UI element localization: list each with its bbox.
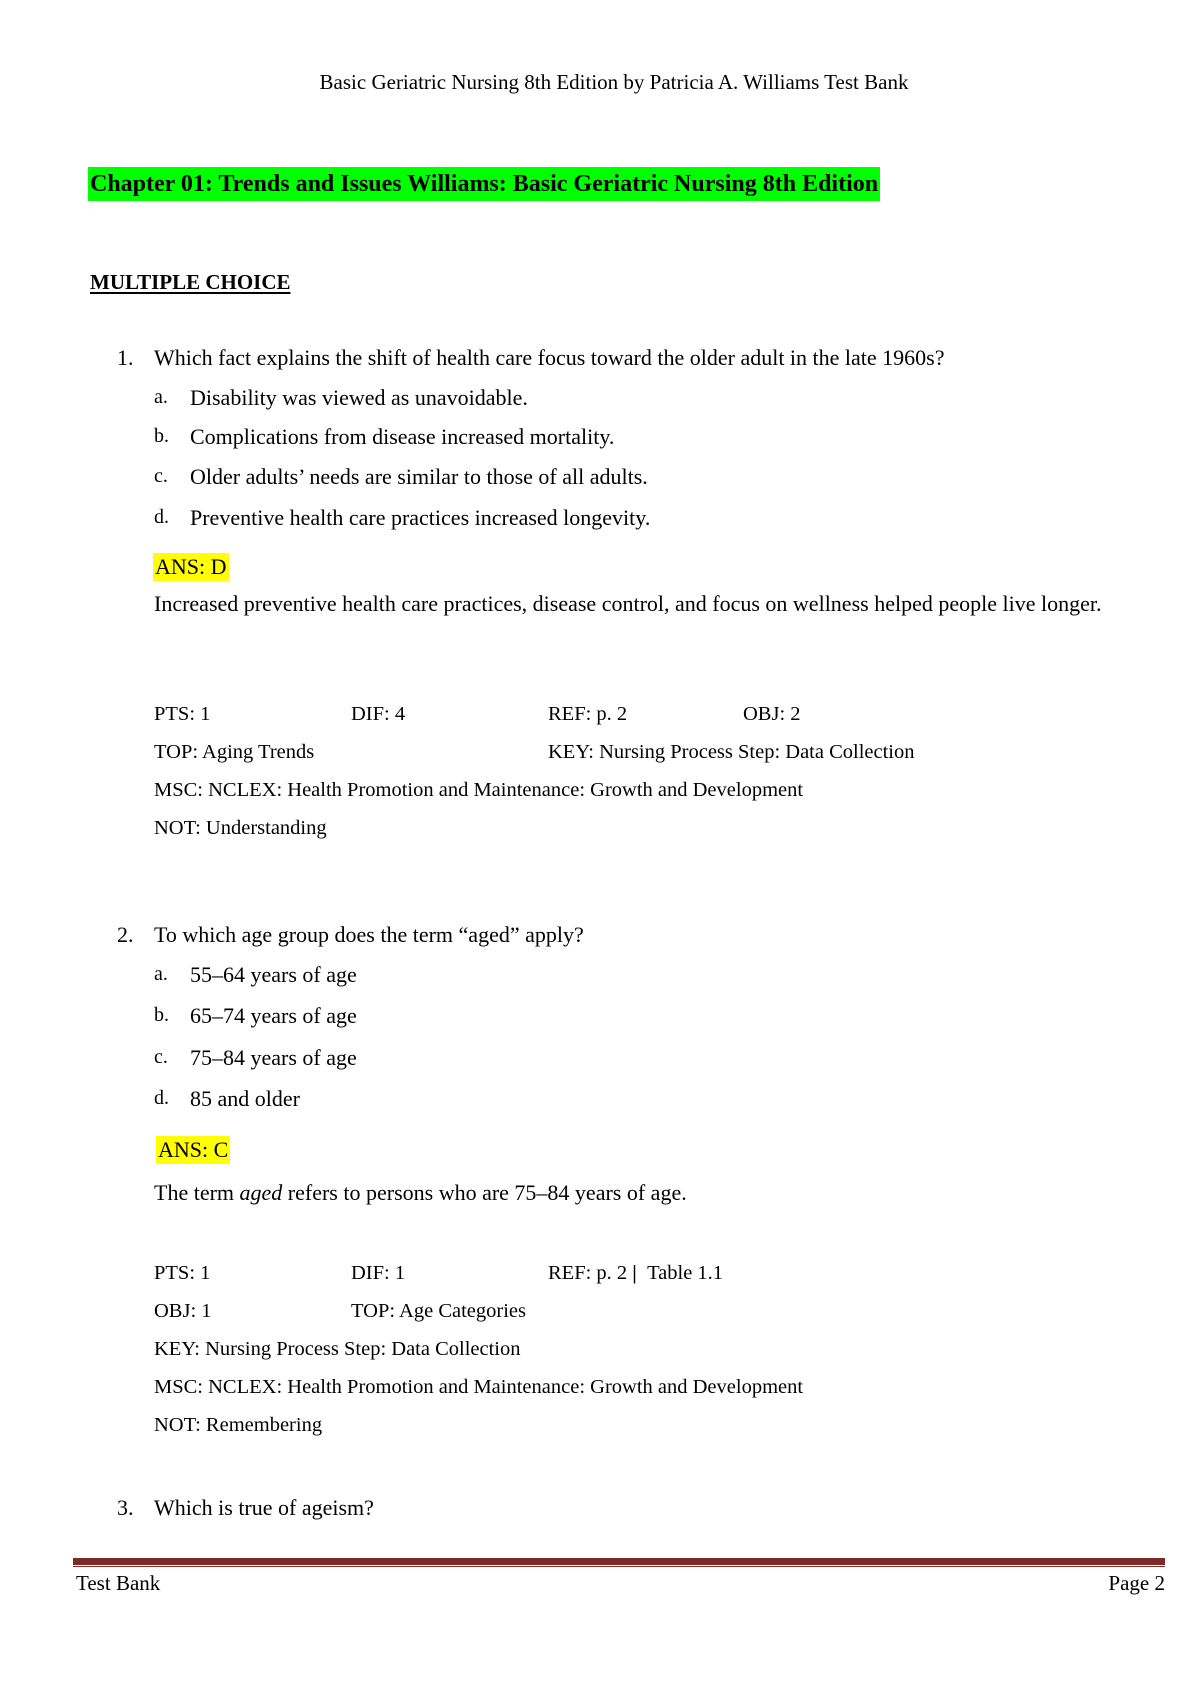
meta-key: KEY: Nursing Process Step: Data Collection (548, 741, 915, 763)
answer-badge: ANS: D (155, 554, 227, 579)
rationale-text (154, 1180, 687, 1206)
meta-msc: MSC: NCLEX: Health Promotion and Maintenance: Growth and Development (154, 1376, 804, 1398)
rationale-term: aged (239, 1180, 283, 1205)
option-letter: b. (154, 1004, 169, 1026)
footer-rule (73, 1558, 1165, 1565)
meta-pts: PTS: 1 (154, 1262, 211, 1284)
option-text: Complications from disease increased mortality. (190, 424, 615, 449)
option-letter: a. (154, 386, 168, 408)
rationale-before: The term (154, 1180, 240, 1205)
option-letter: d. (154, 1087, 169, 1109)
meta-ref-label: REF: p. 2 (548, 1262, 628, 1284)
rationale-after: refers to persons who are 75–84 years of age. (282, 1180, 687, 1205)
meta-ref-separator: | (632, 1262, 637, 1284)
meta-obj: OBJ: 1 (154, 1300, 212, 1322)
meta-dif: DIF: 1 (351, 1262, 406, 1284)
question-text: To which age group does the term “aged” apply? (154, 922, 584, 947)
page-number: Page 2 (1108, 1571, 1165, 1595)
question-number: 2. (117, 922, 134, 947)
section-heading: MULTIPLE CHOICE (90, 270, 291, 294)
meta-top: TOP: Aging Trends (154, 741, 315, 763)
meta-pts: PTS: 1 (154, 703, 211, 725)
option-letter: a. (154, 963, 168, 985)
option-text: Disability was viewed as unavoidable. (190, 385, 528, 410)
meta-ref-table: Table 1.1 (647, 1262, 724, 1284)
question-number: 1. (117, 345, 134, 370)
footer-label: Test Bank (76, 1571, 161, 1595)
meta-top: TOP: Age Categories (351, 1300, 526, 1322)
running-header: Basic Geriatric Nursing 8th Edition by Patricia A. Williams Test Bank (319, 70, 909, 94)
meta-not: NOT: Remembering (154, 1414, 323, 1436)
meta-ref (548, 1262, 723, 1285)
option-letter: c. (154, 1046, 168, 1068)
option-text: 85 and older (190, 1086, 300, 1111)
option-text: 55–64 years of age (190, 962, 357, 987)
meta-obj: OBJ: 2 (743, 703, 801, 725)
meta-not: NOT: Understanding (154, 817, 327, 839)
answer-badge: ANS: C (158, 1137, 229, 1162)
footer-rule-thin (73, 1566, 1165, 1567)
question-text: Which is true of ageism? (154, 1495, 374, 1520)
chapter-title: Chapter 01: Trends and Issues Williams: Basic Geriatric Nursing 8th Edition (88, 167, 880, 201)
option-text: 75–84 years of age (190, 1045, 357, 1070)
meta-msc: MSC: NCLEX: Health Promotion and Maintenance: Growth and Development (154, 779, 804, 801)
option-letter: d. (154, 506, 169, 528)
option-text: Older adults’ needs are similar to those of all adults. (190, 464, 648, 489)
meta-dif: DIF: 4 (351, 703, 406, 725)
rationale-text: Increased preventive health care practices, disease control, and focus on wellness helped people live longer. (154, 591, 1102, 616)
option-letter: c. (154, 465, 168, 487)
meta-ref: REF: p. 2 (548, 703, 628, 725)
option-text: 65–74 years of age (190, 1003, 357, 1028)
option-letter: b. (154, 425, 169, 447)
question-number: 3. (117, 1495, 134, 1520)
question-text: Which fact explains the shift of health care focus toward the older adult in the late 1960s? (154, 345, 945, 370)
option-text: Preventive health care practices increased longevity. (190, 505, 651, 530)
meta-key: KEY: Nursing Process Step: Data Collection (154, 1338, 521, 1360)
